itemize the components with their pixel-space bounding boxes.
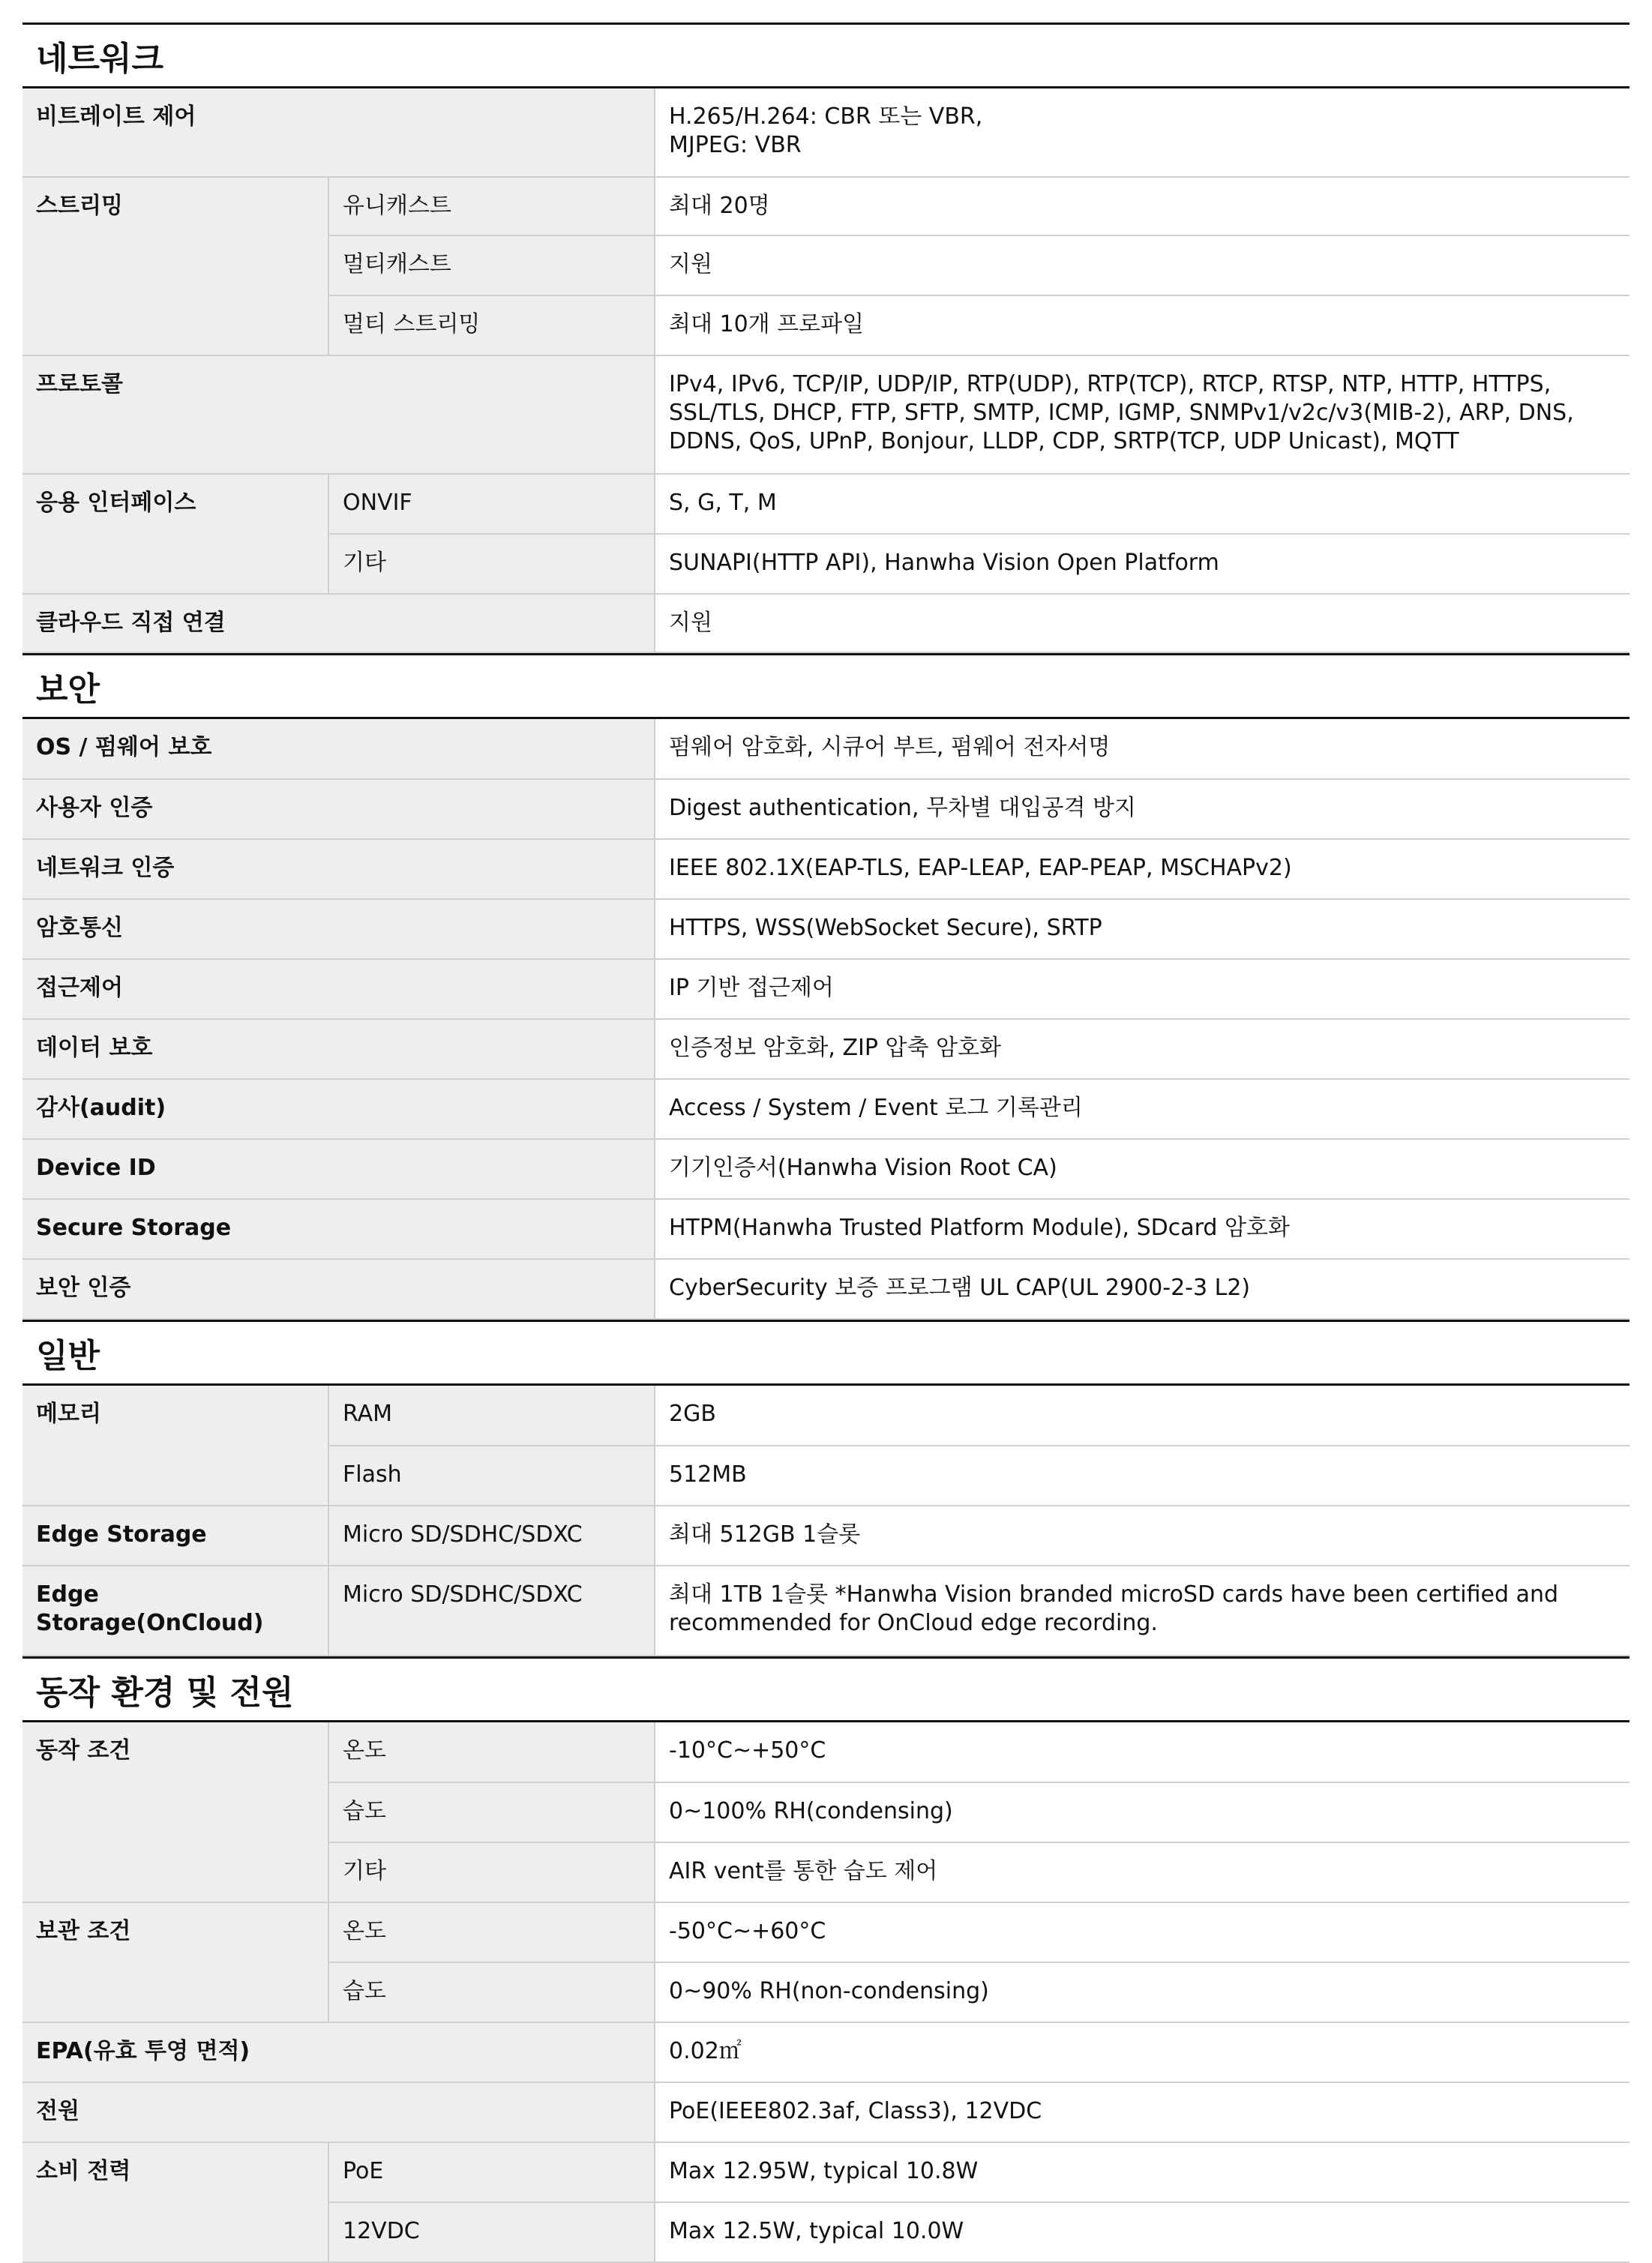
spec-value-line: 0~100% RH(condensing)	[669, 1798, 953, 1824]
spec-table	[22, 719, 1630, 1320]
spec-label: Secure Storage	[22, 1199, 655, 1259]
spec-label: 프로토콜	[22, 355, 655, 474]
spec-value-line: SSL/TLS, DHCP, FTP, SFTP, SMTP, ICMP, IGMP, SNMPv1/v2c/v3(MIB-2), ARP, DNS,	[669, 400, 1574, 426]
spec-value	[655, 355, 1630, 474]
spec-sublabel: 습도	[328, 1962, 655, 2022]
spec-value	[655, 2142, 1630, 2202]
spec-label: 스트리밍	[22, 177, 328, 355]
spec-value-line: 0~90% RH(non-condensing)	[669, 1978, 989, 2004]
spec-value-line: IPv4, IPv6, TCP/IP, UDP/IP, RTP(UDP), RTP(TCP), RTCP, RTSP, NTP, HTTP, HTTPS,	[669, 371, 1552, 397]
spec-label: 응용 인터페이스	[22, 474, 328, 594]
spec-sublabel: 유니캐스트	[328, 177, 655, 235]
spec-label: 클라우드 직접 연결	[22, 594, 655, 652]
spec-label: 접근제어	[22, 959, 655, 1019]
spec-value	[655, 1902, 1630, 1962]
spec-value	[655, 177, 1630, 235]
spec-value-line: 최대 1TB 1슬롯 *Hanwha Vision branded microSD cards have been certified and	[669, 1581, 1559, 1608]
table-row	[22, 1199, 1630, 1259]
spec-value-line: 0.02㎡	[669, 2038, 742, 2064]
table-row	[22, 719, 1630, 779]
spec-sublabel: 기타	[328, 1842, 655, 1902]
spec-value	[655, 88, 1630, 177]
spec-value-line: 지원	[669, 610, 712, 636]
table-row	[22, 899, 1630, 959]
spec-label: 사용자 인증	[22, 779, 655, 839]
spec-value-line: CyberSecurity 보증 프로그램 UL CAP(UL 2900-2-3 L2)	[669, 1275, 1251, 1301]
spec-sublabel: Micro SD/SDHC/SDXC	[328, 1506, 655, 1566]
spec-value-line: -50°C~+60°C	[669, 1918, 826, 1944]
spec-value	[655, 1199, 1630, 1259]
table-row	[22, 1566, 1630, 1656]
spec-sheet	[22, 22, 1630, 2263]
table-row	[22, 88, 1630, 177]
spec-label: 데이터 보호	[22, 1019, 655, 1079]
spec-value	[655, 534, 1630, 594]
spec-value-line: -10°C~+50°C	[669, 1737, 826, 1764]
spec-value-line: Max 12.95W, typical 10.8W	[669, 2158, 979, 2184]
spec-value-line: HTTPS, WSS(WebSocket Secure), SRTP	[669, 915, 1102, 941]
spec-sublabel: RAM	[328, 1386, 655, 1446]
spec-value-line: HTPM(Hanwha Trusted Platform Module), SDcard 암호화	[669, 1215, 1290, 1241]
spec-value	[655, 1139, 1630, 1199]
spec-value	[655, 1386, 1630, 1446]
spec-sublabel: 멀티 스트리밍	[328, 295, 655, 355]
spec-value	[655, 2202, 1630, 2262]
spec-label: Edge Storage	[22, 1506, 328, 1566]
spec-value	[655, 959, 1630, 1019]
table-row	[22, 1079, 1630, 1139]
spec-value	[655, 474, 1630, 534]
spec-table	[22, 1386, 1630, 1656]
spec-sublabel: 멀티캐스트	[328, 235, 655, 295]
spec-value-line: MJPEG: VBR	[669, 132, 802, 158]
table-row	[22, 1386, 1630, 1446]
spec-value-line: 지원	[669, 251, 712, 277]
spec-label: Device ID	[22, 1139, 655, 1199]
table-row	[22, 779, 1630, 839]
spec-value-line: 최대 20명	[669, 193, 770, 219]
spec-label: Edge Storage(OnCloud)	[22, 1566, 328, 1656]
spec-value	[655, 1079, 1630, 1139]
spec-label: 소비 전력	[22, 2142, 328, 2262]
table-row	[22, 2142, 1630, 2202]
spec-sublabel: 12VDC	[328, 2202, 655, 2262]
spec-value	[655, 1782, 1630, 1842]
spec-value-line: Digest authentication, 무차별 대입공격 방지	[669, 795, 1136, 821]
spec-sublabel: 온도	[328, 1722, 655, 1782]
spec-value-line: 펌웨어 암호화, 시큐어 부트, 펌웨어 전자서명	[669, 734, 1111, 760]
spec-sublabel: Flash	[328, 1446, 655, 1506]
table-row	[22, 177, 1630, 235]
spec-sublabel: PoE	[328, 2142, 655, 2202]
spec-table	[22, 88, 1630, 653]
spec-value-line: SUNAPI(HTTP API), Hanwha Vision Open Platform	[669, 550, 1219, 576]
table-row	[22, 2022, 1630, 2082]
section-title: 네트워크	[22, 22, 1630, 88]
spec-sublabel: ONVIF	[328, 474, 655, 534]
section-title: 동작 환경 및 전원	[22, 1656, 1630, 1722]
spec-value	[655, 1962, 1630, 2022]
section-title: 일반	[22, 1320, 1630, 1386]
spec-label: 감사(audit)	[22, 1079, 655, 1139]
section-title: 보안	[22, 653, 1630, 719]
spec-label: 전원	[22, 2082, 655, 2142]
spec-value	[655, 1019, 1630, 1079]
table-row	[22, 1506, 1630, 1566]
spec-value	[655, 1446, 1630, 1506]
spec-value	[655, 1842, 1630, 1902]
spec-label: 암호통신	[22, 899, 655, 959]
spec-value	[655, 2082, 1630, 2142]
spec-value	[655, 779, 1630, 839]
spec-value	[655, 1506, 1630, 1566]
spec-value-line: S, G, T, M	[669, 490, 777, 516]
spec-sublabel: 온도	[328, 1902, 655, 1962]
table-row	[22, 2082, 1630, 2142]
spec-label: EPA(유효 투영 면적)	[22, 2022, 655, 2082]
table-row	[22, 1139, 1630, 1199]
table-row	[22, 1019, 1630, 1079]
spec-value-line: 512MB	[669, 1461, 747, 1488]
table-row	[22, 355, 1630, 474]
spec-value-line: 최대 10개 프로파일	[669, 311, 865, 337]
table-row	[22, 594, 1630, 652]
spec-label: 보안 인증	[22, 1259, 655, 1319]
spec-value-line: DDNS, QoS, UPnP, Bonjour, LLDP, CDP, SRTP(TCP, UDP Unicast), MQTT	[669, 428, 1459, 454]
spec-value-line: Max 12.5W, typical 10.0W	[669, 2218, 964, 2244]
spec-sublabel: 습도	[328, 1782, 655, 1842]
table-row	[22, 839, 1630, 899]
spec-value-line: recommended for OnCloud edge recording.	[669, 1610, 1158, 1636]
spec-value-line: 2GB	[669, 1401, 716, 1427]
spec-label: 동작 조건	[22, 1722, 328, 1902]
spec-value-line: 최대 512GB 1슬롯	[669, 1521, 861, 1548]
spec-value-line: Access / System / Event 로그 기록관리	[669, 1095, 1083, 1121]
table-row	[22, 1259, 1630, 1319]
spec-label: 비트레이트 제어	[22, 88, 655, 177]
table-row	[22, 1722, 1630, 1782]
spec-value-line: H.265/H.264: CBR 또는 VBR,	[669, 103, 983, 130]
spec-sublabel: 기타	[328, 534, 655, 594]
spec-value	[655, 235, 1630, 295]
spec-value-line: IEEE 802.1X(EAP-TLS, EAP-LEAP, EAP-PEAP, MSCHAPv2)	[669, 855, 1292, 881]
spec-value-line: PoE(IEEE802.3af, Class3), 12VDC	[669, 2098, 1042, 2124]
spec-sublabel: Micro SD/SDHC/SDXC	[328, 1566, 655, 1656]
spec-table	[22, 1722, 1630, 2263]
table-row	[22, 474, 1630, 534]
spec-label: 메모리	[22, 1386, 328, 1506]
spec-value-line: IP 기반 접근제어	[669, 975, 834, 1001]
spec-value-line: 기기인증서(Hanwha Vision Root CA)	[669, 1155, 1057, 1181]
spec-label: 보관 조건	[22, 1902, 328, 2022]
spec-value	[655, 1566, 1630, 1656]
spec-value	[655, 2022, 1630, 2082]
spec-value	[655, 1259, 1630, 1319]
spec-value	[655, 1722, 1630, 1782]
spec-label: 네트워크 인증	[22, 839, 655, 899]
spec-value	[655, 594, 1630, 652]
spec-value	[655, 295, 1630, 355]
spec-value	[655, 839, 1630, 899]
spec-value	[655, 899, 1630, 959]
table-row	[22, 1902, 1630, 1962]
spec-value-line: 인증정보 암호화, ZIP 압축 암호화	[669, 1035, 1001, 1061]
spec-value	[655, 719, 1630, 779]
table-row	[22, 959, 1630, 1019]
spec-label: OS / 펌웨어 보호	[22, 719, 655, 779]
spec-value-line: AIR vent를 통한 습도 제어	[669, 1858, 938, 1884]
